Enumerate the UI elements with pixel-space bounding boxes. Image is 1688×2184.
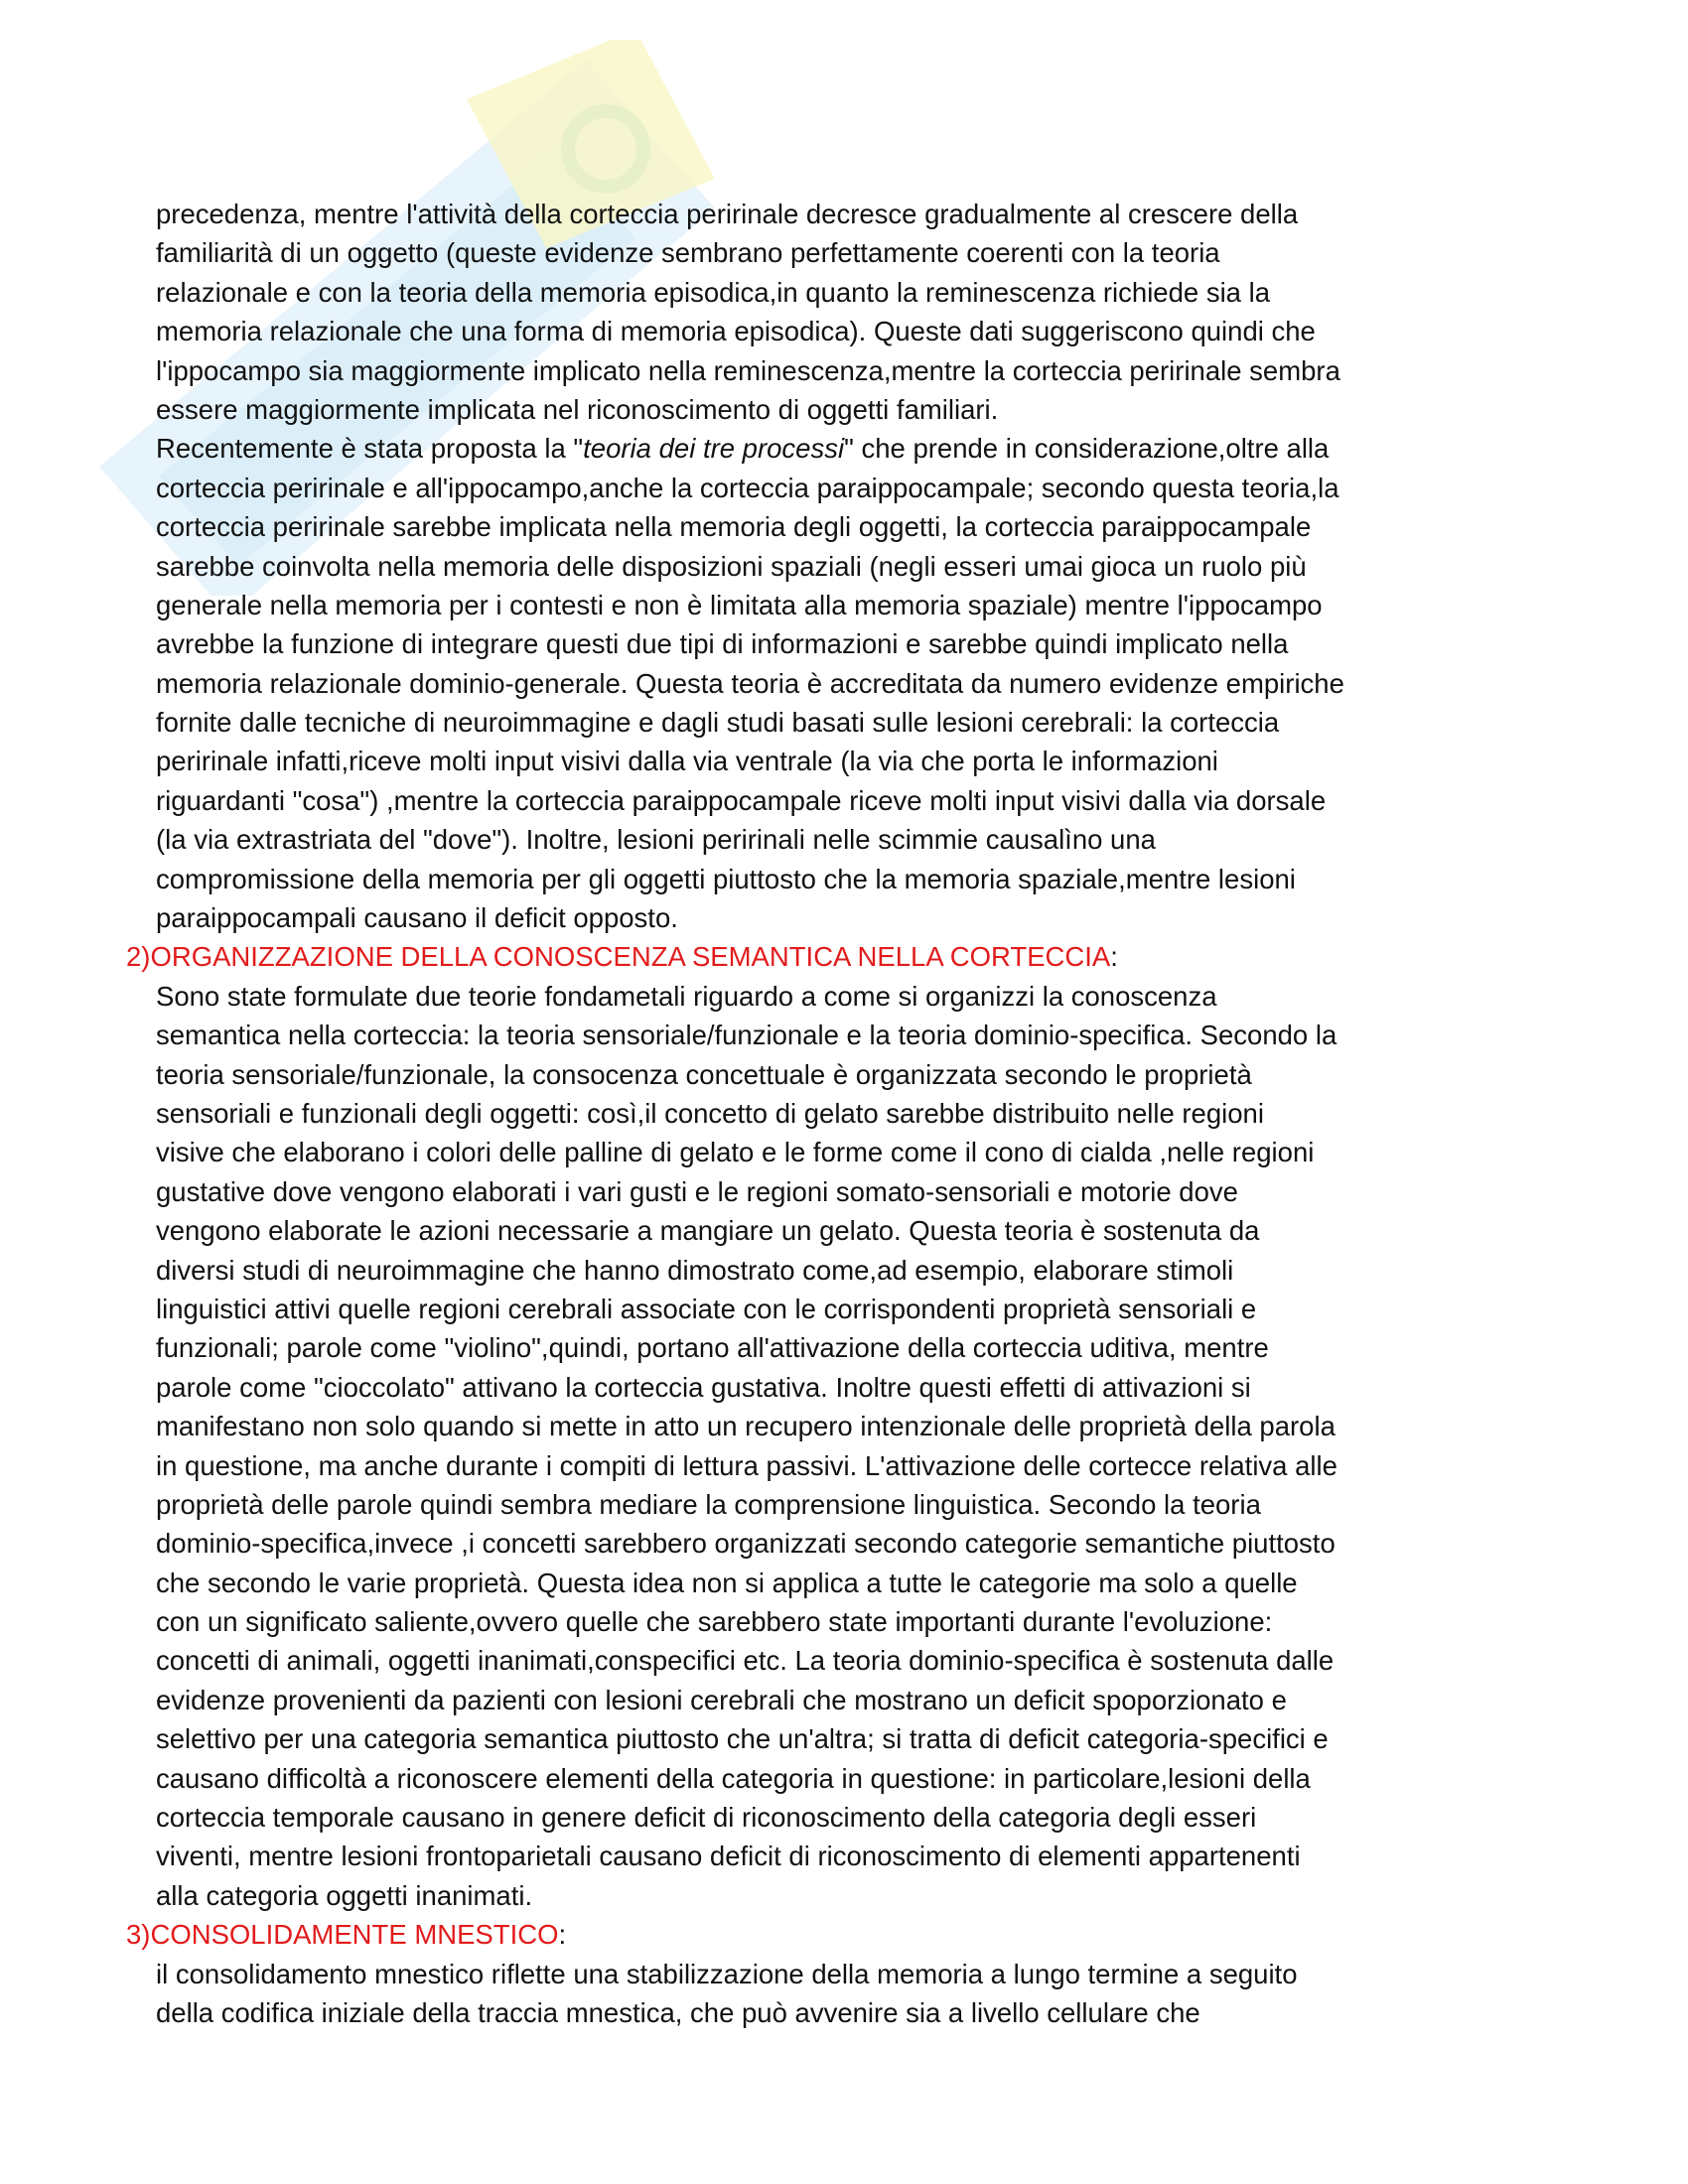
text-line: memoria relazionale dominio-generale. Questa teoria è accreditata da numero evidenze empiriche [156,667,1344,699]
italic-theory-name: teoria dei tre processi [583,433,845,465]
text-line: della codifica iniziale della traccia mnestica, che può avvenire sia a livello cellulare che [156,1996,1200,2028]
text-line: in questione, ma anche durante i compiti di lettura passivi. L'attivazione delle cortecce relativa alle [156,1449,1337,1481]
text-line: corteccia temporale causano in genere deficit di riconoscimento della categoria degli esseri [156,1802,1257,1834]
section-colon: : [1110,941,1118,973]
text-line: dominio-specifica,invece ,i concetti sarebbero organizzati secondo categorie semantiche piuttosto [156,1528,1336,1560]
text-line: il consolidamento mnestico riflette una stabilizzazione della memoria a lungo termine a seguito [156,1958,1298,1989]
text-line: con un significato saliente,ovvero quelle che sarebbero state importanti durante l'evoluzione: [156,1606,1273,1638]
text-line: linguistici attivi quelle regioni cerebrali associate con le corrispondenti proprietà sensoriali e [156,1293,1257,1324]
text-line: manifestano non solo quando si mette in atto un recupero intenzionale delle proprietà della parola [156,1411,1336,1442]
section-heading-2 [126,937,1457,976]
text-span: Recentemente è stata proposta la " [156,433,584,465]
text-line: visive che elaborano i colori delle palline di gelato e le forme come il cono di cialda ,nelle regioni [156,1137,1315,1168]
text-line: paraippocampali causano il deficit opposto. [156,902,678,934]
text-line: generale nella memoria per i contesti e non è limitata alla memoria spaziale) mentre l'ippocampo [156,589,1323,620]
section-title: ORGANIZZAZIONE DELLA CONOSCENZA SEMANTICA NELLA CORTECCIA [150,941,1111,973]
document-body [126,195,1486,2032]
text-line: gustative dove vengono elaborati i vari gusti e le regioni somato-sensoriali e motorie dove [156,1175,1238,1207]
text-line: fornite dalle tecniche di neuroimmagine e dagli studi basati sulle lesioni cerebrali: la corteccia [156,707,1280,739]
text-line: peririnale infatti,riceve molti input visivi dalla via ventrale (la via che porta le informazioni [156,746,1218,777]
text-line: che secondo le varie proprietà. Questa idea non si applica a tutte le categorie ma solo a quelle [156,1567,1298,1598]
text-line: memoria relazionale che una forma di memoria episodica). Queste dati suggeriscono quindi che [156,316,1316,347]
text-line: viventi, mentre lesioni frontoparietali causano deficit di riconoscimento di elementi appartenenti [156,1841,1301,1872]
text-line: Sono state formulate due teorie fondametali riguardo a come si organizzi la conoscenza [156,980,1217,1012]
text-line: diversi studi di neuroimmagine che hanno dimostrato come,ad esempio, elaborare stimoli [156,1254,1234,1286]
text-span: " che prende in considerazione,oltre alla [844,433,1330,465]
text-line: l'ippocampo sia maggiormente implicato nella reminescenza,mentre la corteccia peririnale sembra [156,354,1340,386]
text-line: familiarità di un oggetto (queste evidenze sembrano perfettamente coerenti con la teoria [156,237,1220,269]
text-line: vengono elaborate le azioni necessarie a mangiare un gelato. Questa teoria è sostenuta da [156,1215,1260,1247]
section-colon: : [558,1919,567,1951]
text-line: corteccia peririnale e all'ippocampo,anche la corteccia paraippocampale; secondo questa teoria,la [156,472,1339,503]
text-line: semantica nella corteccia: la teoria sensoriale/funzionale e la teoria dominio-specifica. Secondo la [156,1020,1337,1051]
section-number: 2) [126,941,151,973]
text-line: funzionali; parole come "violino",quindi, portano all'attivazione della corteccia uditiva, mentre [156,1332,1269,1364]
text-line: parole come "cioccolato" attivano la corteccia gustativa. Inoltre questi effetti di attivazioni si [156,1371,1251,1403]
text-line: sensoriali e funzionali degli oggetti: così,il concetto di gelato sarebbe distribuito nelle regioni [156,1097,1264,1129]
section-heading-3 [126,1915,1457,1954]
text-line: riguardanti "cosa") ,mentre la corteccia paraippocampale riceve molti input visivi dalla via dorsale [156,784,1327,816]
text-line: (la via extrastriata del "dove"). Inoltre, lesioni peririnali nelle scimmie causalìno una [156,824,1156,856]
section-number: 3) [126,1919,151,1951]
text-line: relazionale e con la teoria della memoria episodica,in quanto la reminescenza richiede sia la [156,276,1271,308]
text-line: compromissione della memoria per gli oggetti piuttosto che la memoria spaziale,mentre lesioni [156,863,1296,894]
text-line: teoria sensoriale/funzionale, la consocenza concettuale è organizzata secondo le proprietà [156,1058,1252,1090]
text-line: precedenza, mentre l'attività della corteccia peririnale decresce gradualmente al crescere della [156,199,1299,229]
text-line: causano difficoltà a riconoscere elementi della categoria in questione: in particolare,lesioni della [156,1762,1311,1794]
text-line: evidenze provenienti da pazienti con lesioni cerebrali che mostrano un deficit spoporzionato e [156,1684,1287,1715]
text-line: selettivo per una categoria semantica piuttosto che un'altra; si tratta di deficit categoria-specifici e [156,1723,1329,1755]
text-line-with-italic [156,429,1486,468]
text-line: essere maggiormente implicata nel riconoscimento di oggetti familiari. [156,393,999,425]
text-line: avrebbe la funzione di integrare questi due tipi di informazioni e sarebbe quindi implicato nella [156,628,1289,660]
text-line: proprietà delle parole quindi sembra mediare la comprensione linguistica. Secondo la teoria [156,1488,1261,1520]
text-line: corteccia peririnale sarebbe implicata nella memoria degli oggetti, la corteccia paraippocampale [156,511,1312,543]
section-title: CONSOLIDAMENTE MNESTICO [150,1919,559,1951]
text-line: sarebbe coinvolta nella memoria delle disposizioni spaziali (negli esseri umai gioca un ruolo più [156,550,1307,582]
text-line: concetti di animali, oggetti inanimati,conspecifici etc. La teoria dominio-specifica è sostenuta dalle [156,1645,1335,1677]
text-line: alla categoria oggetti inanimati. [156,1879,533,1911]
